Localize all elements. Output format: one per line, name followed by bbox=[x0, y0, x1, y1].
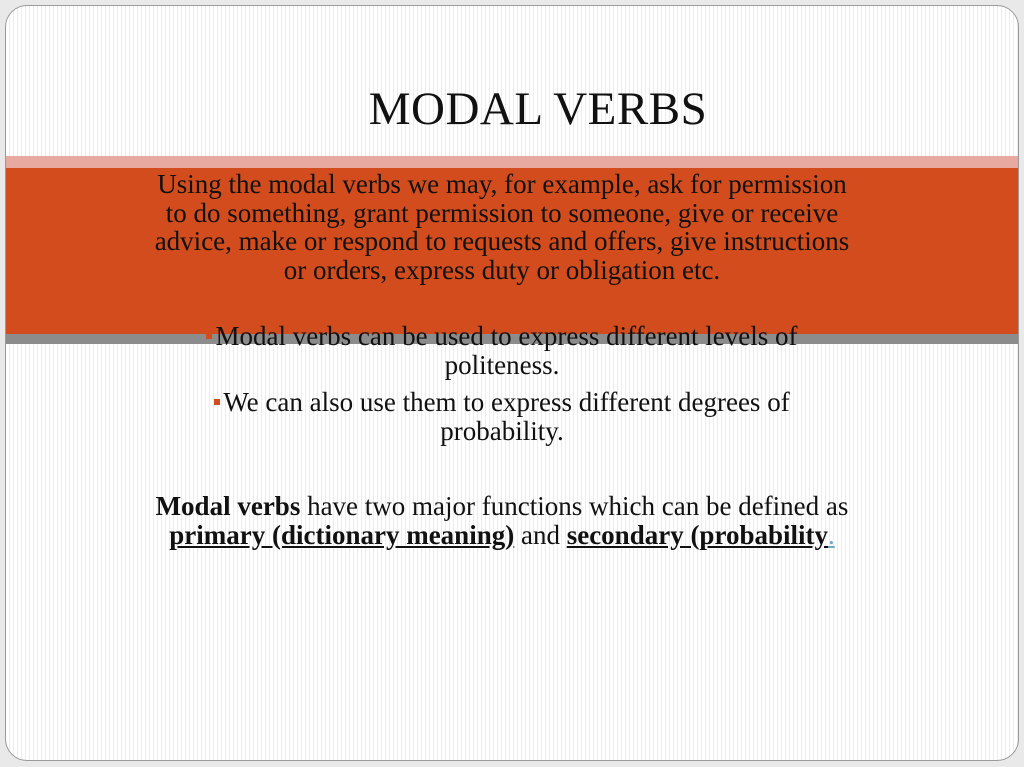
bullet-icon bbox=[214, 399, 220, 405]
and-text: and bbox=[514, 519, 567, 550]
bullet-text: Modal verbs can be used to express different levels of politeness. bbox=[215, 321, 798, 380]
slide-title: MODAL VERBS bbox=[368, 83, 708, 135]
functions-text: have two major functions which can be defined as bbox=[300, 491, 849, 521]
bullet-item-politeness bbox=[150, 322, 854, 379]
pink-stripe bbox=[6, 156, 1018, 168]
trailing-period: . bbox=[827, 519, 835, 550]
functions-paragraph bbox=[150, 492, 854, 549]
primary-function-term: primary (dictionary meaning) bbox=[169, 519, 515, 550]
bullet-icon bbox=[206, 333, 212, 339]
bullet-text: We can also use them to express different degrees of probability. bbox=[223, 387, 790, 446]
modal-verbs-term: Modal verbs bbox=[155, 491, 301, 521]
bullet-item-probability bbox=[150, 388, 854, 445]
secondary-function-term: secondary (probability bbox=[566, 519, 828, 550]
intro-paragraph: Using the modal verbs we may, for example, ask for permission to do something, grant permission to someone, give or receive advice, make or respond to requests and offers, give instructions or orders, express duty or obligation etc. bbox=[154, 169, 850, 285]
